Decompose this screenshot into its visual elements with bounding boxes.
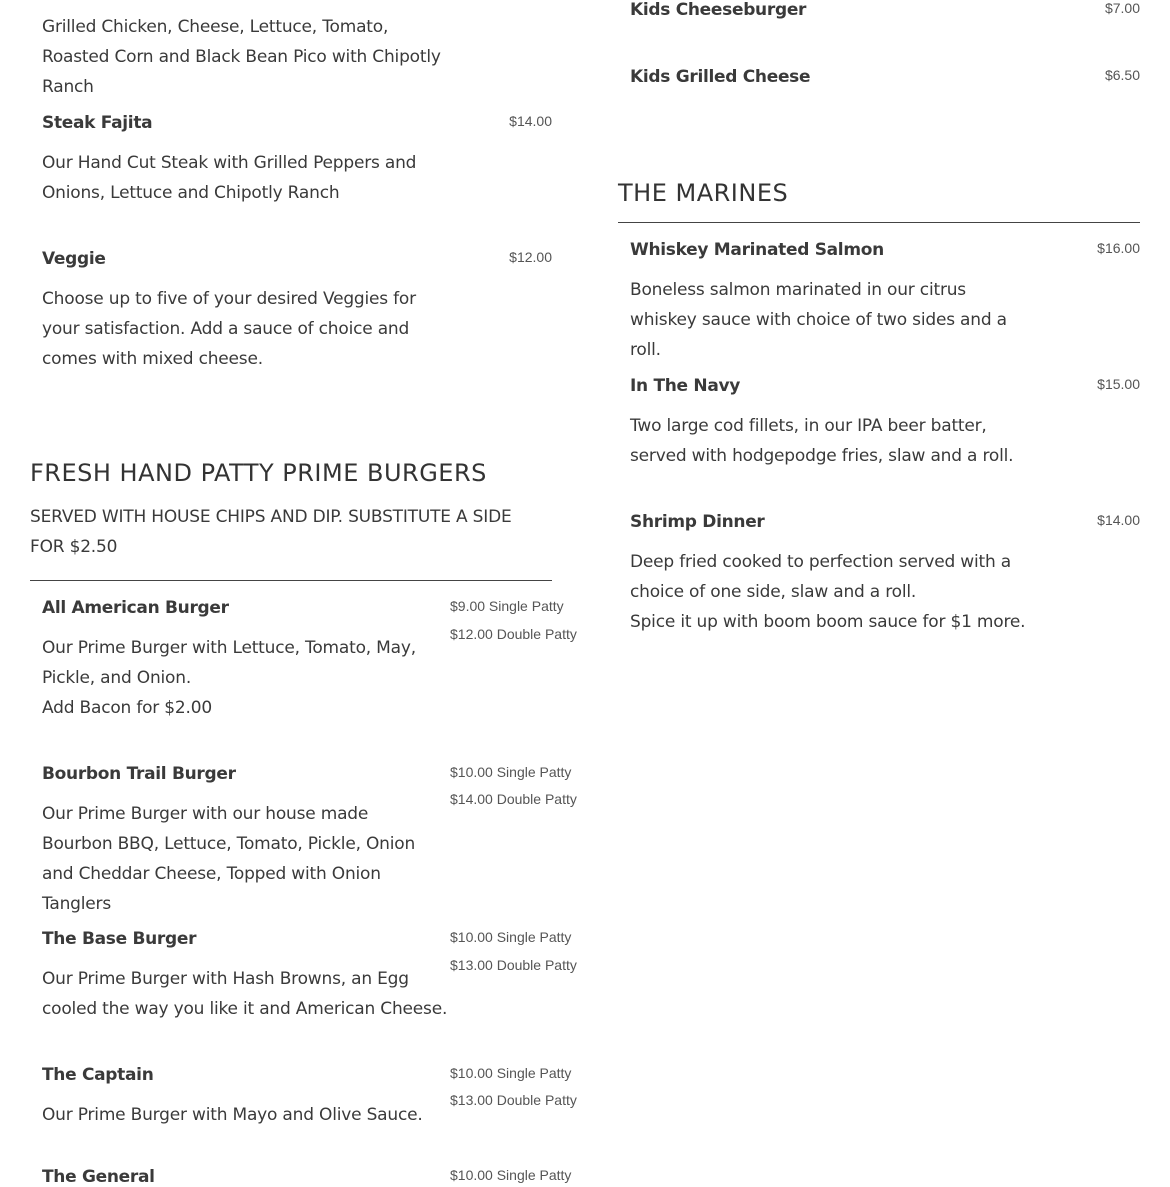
item-extra-note: Add Bacon for $2.00 (42, 698, 212, 718)
item-price: $16.00 (1097, 240, 1140, 256)
item-price: $6.50 (1104, 67, 1140, 83)
item-description: Two large cod fillets, in our IPA beer batter, served with hodgepodge fries, slaw and a roll. (630, 416, 1014, 466)
item-name: Shrimp Dinner (630, 512, 765, 532)
item-price-single: $10.00 Single Patty (450, 929, 572, 945)
item-price-double: $13.00 Double Patty (450, 1092, 577, 1108)
item-name: Steak Fajita (42, 113, 153, 133)
item-name: Kids Grilled Cheese (630, 67, 811, 87)
section-title-marines: THE MARINES (618, 179, 789, 207)
item-name: Whiskey Marinated Salmon (630, 240, 884, 260)
item-price: $14.00 (509, 113, 552, 129)
item-description: Our Hand Cut Steak with Grilled Peppers and Onions, Lettuce and Chipotly Ranch (42, 153, 417, 203)
item-price-single: $10.00 Single Patty (450, 764, 572, 780)
item-price-single: $9.00 Single Patty (450, 598, 564, 614)
item-name: The General (42, 1167, 155, 1187)
item-price-double: $12.00 Double Patty (450, 626, 577, 642)
item-price: $15.00 (1097, 376, 1140, 392)
item-name: In The Navy (630, 376, 741, 396)
item-name: The Base Burger (42, 929, 197, 949)
item-price: $12.00 (509, 249, 552, 265)
item-price-double: $13.00 Double Patty (450, 957, 577, 973)
item-name: All American Burger (42, 598, 229, 618)
item-name: The Captain (42, 1065, 154, 1085)
item-description: Boneless salmon marinated in our citrus whiskey sauce with choice of two sides and a roll. (630, 280, 1007, 360)
item-name: Bourbon Trail Burger (42, 764, 236, 784)
item-price-single: $10.00 Single Patty (450, 1167, 572, 1183)
section-title-burgers: FRESH HAND PATTY PRIME BURGERS (30, 459, 487, 487)
item-description: Choose up to five of your desired Veggies for your satisfaction. Add a sauce of choice and comes with mixed cheese. (42, 289, 416, 369)
item-price: $14.00 (1097, 512, 1140, 528)
item-description: Our Prime Burger with Mayo and Olive Sauce. (42, 1105, 423, 1125)
section-subtitle-burgers: SERVED WITH HOUSE CHIPS AND DIP. SUBSTITUTE A SIDE FOR $2.50 (30, 507, 512, 557)
item-description: Our Prime Burger with Hash Browns, an Egg cooled the way you like it and American Cheese. (42, 969, 448, 1019)
item-extra-note: Spice it up with boom boom sauce for $1 more. (630, 612, 1026, 632)
item-description: Deep fried cooked to perfection served with a choice of one side, slaw and a roll. (630, 552, 1011, 602)
item-price-double: $14.00 Double Patty (450, 791, 577, 807)
item-price: $7.00 (1104, 0, 1140, 16)
item-description: Our Prime Burger with Lettuce, Tomato, May, Pickle, and Onion. (42, 638, 416, 688)
item-name: Veggie (42, 249, 106, 269)
item-description: Grilled Chicken, Cheese, Lettuce, Tomato, Roasted Corn and Black Bean Pico with Chipotly Ranch (42, 17, 441, 97)
section-divider (30, 580, 552, 581)
item-name: Kids Cheeseburger (630, 0, 807, 20)
item-price-single: $10.00 Single Patty (450, 1065, 572, 1081)
section-divider (618, 222, 1140, 223)
item-description: Our Prime Burger with our house made Bourbon BBQ, Lettuce, Tomato, Pickle, Onion and Cheddar Cheese, Topped with Onion Tanglers (42, 804, 416, 914)
